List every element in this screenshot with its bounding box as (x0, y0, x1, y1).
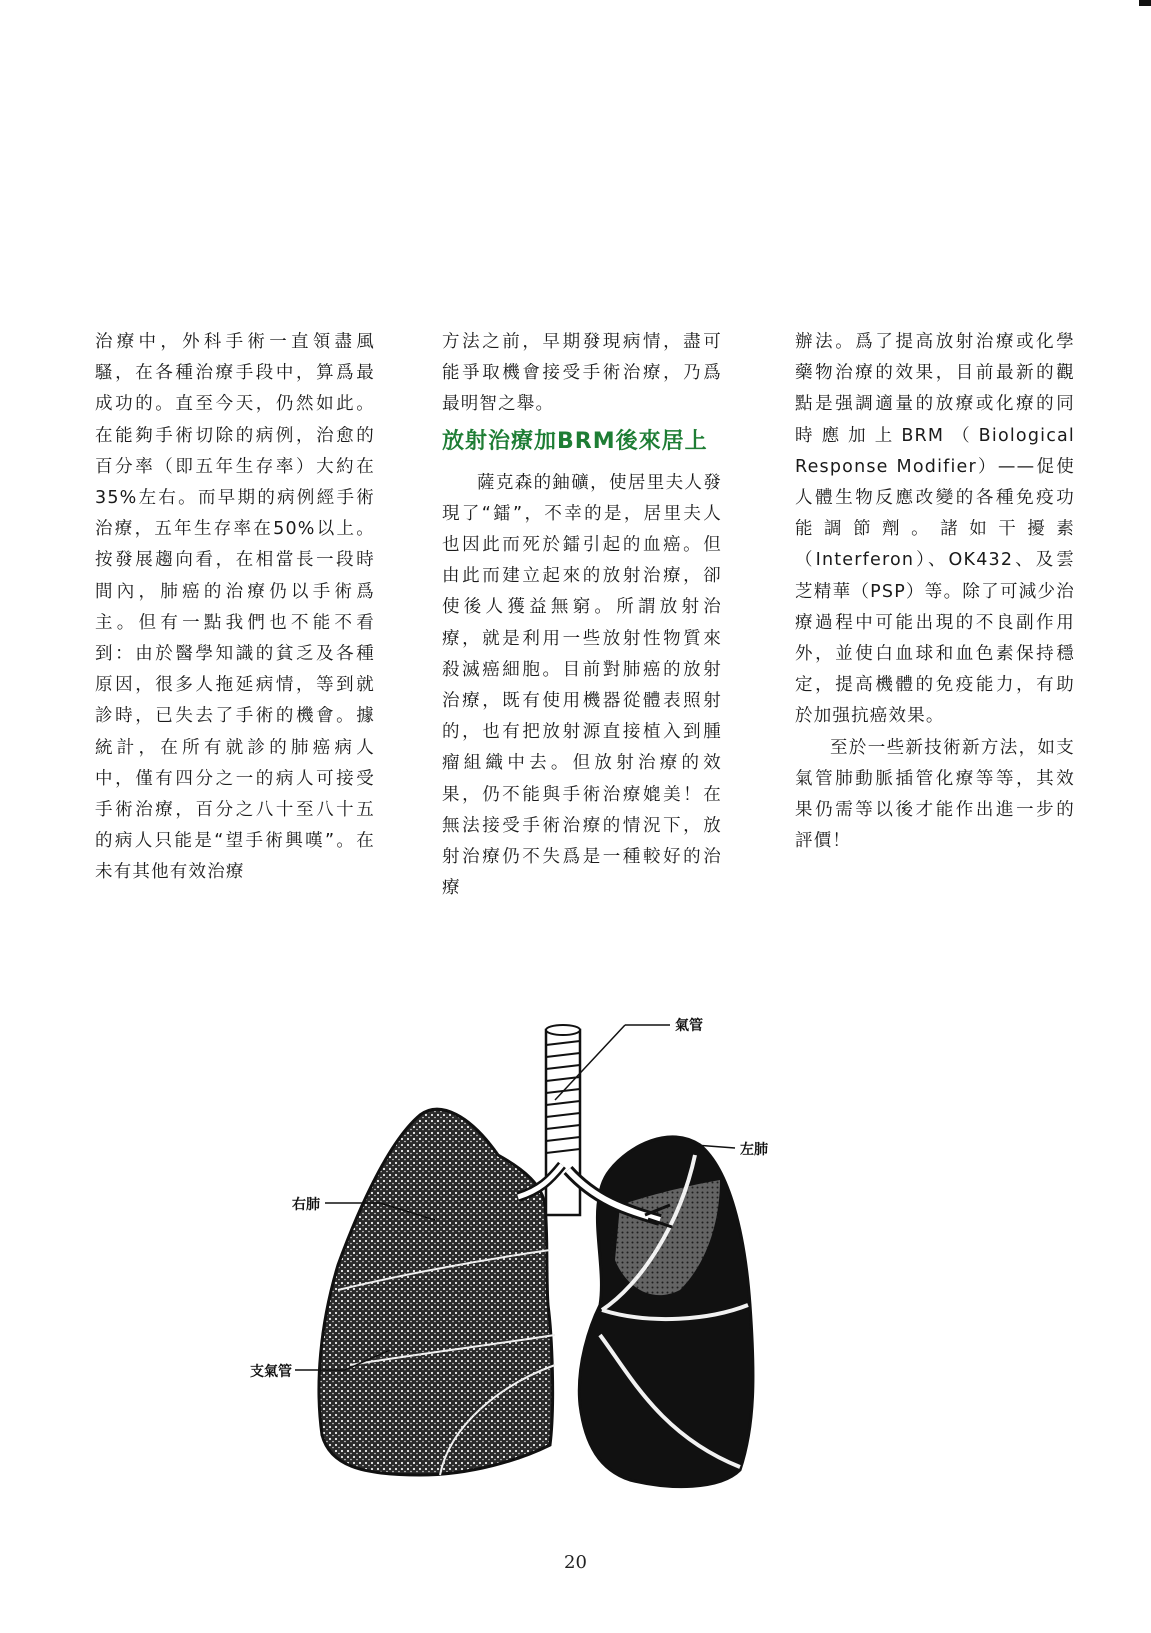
label-right-lung: 右肺 (292, 1197, 320, 1213)
page-number: 20 (564, 1552, 587, 1573)
label-bronchus: 支氣管 (250, 1364, 292, 1380)
lung-illustration (250, 1005, 810, 1525)
paragraph: 辦法。爲了提高放射治療或化學藥物治療的效果，目前最新的觀點是强調適量的放療或化療的同時應加上BRM（Biological Response Modifier）——促使人體生物反應改變的各種免疫功能調節劑。諸如干擾素（Interferon）、OK432、及雲芝精華（PSP）等。除了可減少治療過程中可能出現的不良副作用外，並使白血球和血色素保持穩定，提高機體的免疫能力，有助於加强抗癌效果。 (795, 332, 1075, 727)
text-column-3 (795, 327, 1075, 857)
section-heading: 放射治療加BRM後來居上 (442, 428, 708, 454)
paragraph: 方法之前，早期發現病情，盡可能爭取機會接受手術治療，乃爲最明智之舉。 (442, 332, 722, 415)
paragraph: 至於一些新技術新方法，如支氣管肺動脈插管化療等等，其效果仍需等以後才能作出進一步的評價！ (795, 737, 1075, 852)
paragraph: 薩克森的鈾礦，使居里夫人發現了“鐳”，不幸的是，居里夫人也因此而死於鐳引起的血癌。但由此而建立起來的放射治療，卻使後人獲益無窮。所謂放射治療，就是利用一些放射性物質來殺滅癌細胞。目前對肺癌的放射治療，既有使用機器從體表照射的，也有把放射源直接植入到腫瘤組織中去。但放射治療的效果，仍不能與手術治療媲美！在無法接受手術治療的情況下，放射治療仍不失爲是一種較好的治療 (442, 472, 722, 899)
right-lung-shape (319, 1109, 553, 1475)
label-trachea: 氣管 (675, 1018, 703, 1034)
label-left-lung: 左肺 (740, 1142, 768, 1158)
text-column-2 (442, 327, 722, 904)
paragraph: 治療中，外科手術一直領盡風騷，在各種治療手段中，算爲最成功的。直至今天，仍然如此。在能夠手術切除的病例，治愈的百分率（即五年生存率）大約在35%左右。而早期的病例經手術治療，五年生存率在50%以上。按發展趨向看，在相當長一段時間內，肺癌的治療仍以手術爲主。但有一點我們也不能不看到：由於醫學知識的貧乏及各種原因，很多人拖延病情，等到就診時，已失去了手術的機會。據統計，在所有就診的肺癌病人中，僅有四分之一的病人可接受手術治療，百分之八十至八十五的病人只能是“望手術興嘆”。在未有其他有效治療 (95, 332, 375, 883)
text-column-1 (95, 327, 375, 889)
trachea-shape (546, 1030, 580, 1215)
lung-diagram (250, 1005, 810, 1525)
corner-mark (1139, 0, 1151, 6)
